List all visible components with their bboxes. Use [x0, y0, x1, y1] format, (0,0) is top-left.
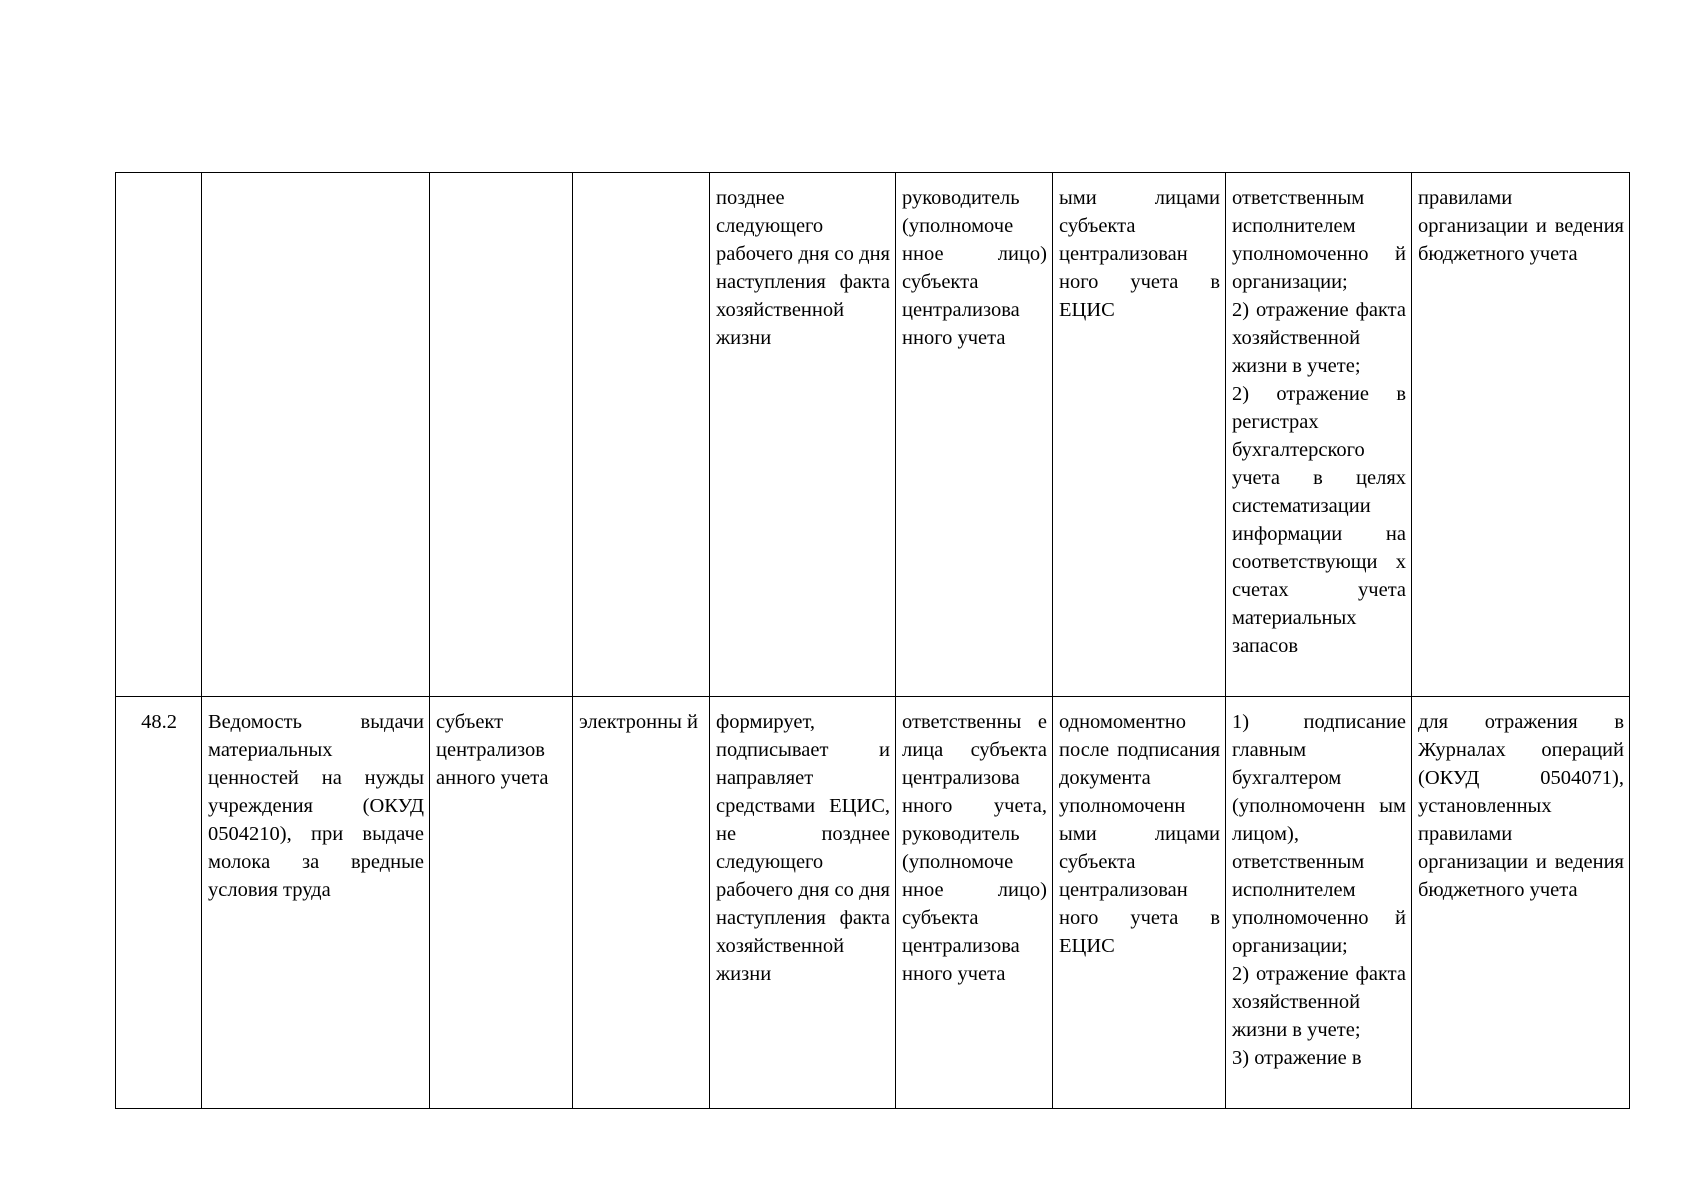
- register-table: [115, 172, 1630, 1109]
- deadline-cell: формирует, подписывает и направляет средствами ЕЦИС, не позднее следующего рабочего дня со дня наступления факта хозяйственной жизни: [710, 697, 896, 1109]
- transfer-cell: ыми лицами субъекта централизован ного учета в ЕЦИС: [1053, 173, 1226, 697]
- row-number-cell: 48.2: [116, 697, 202, 1109]
- document-name-cell: [202, 173, 430, 697]
- rules-cell: правилами организации и ведения бюджетного учета: [1412, 173, 1630, 697]
- row-number-cell: [116, 173, 202, 697]
- table-row: [116, 697, 1630, 1109]
- action-line: 2) отражение в регистрах бухгалтерского учета в целях систематизации информации на соответствующи х счетах учета материальных запасов: [1232, 383, 1406, 657]
- signers-cell: ответственны е лица субъекта централизова нного учета, руководитель (уполномоче нное лицо) субъекта централизова нного учета: [896, 697, 1053, 1109]
- action-line: 2) отражение факта хозяйственной жизни в учете;: [1232, 963, 1406, 1041]
- deadline-cell: позднее следующего рабочего дня со дня наступления факта хозяйственной жизни: [710, 173, 896, 697]
- actions-cell: [1226, 697, 1412, 1109]
- action-line: 1) подписание главным бухгалтером (уполномоченн ым лицом), ответственным исполнителем уполномоченно й организации;: [1232, 711, 1406, 957]
- actions-cell: [1226, 173, 1412, 697]
- signers-cell: руководитель (уполномоче нное лицо) субъекта централизова нного учета: [896, 173, 1053, 697]
- transfer-cell: одномоментно после подписания документа уполномоченн ыми лицами субъекта централизован ного учета в ЕЦИС: [1053, 697, 1226, 1109]
- rules-cell: для отражения в Журналах операций (ОКУД 0504071), установленных правилами организации и ведения бюджетного учета: [1412, 697, 1630, 1109]
- document-name-cell: Ведомость выдачи материальных ценностей на нужды учреждения (ОКУД 0504210), при выдаче молока за вредные условия труда: [202, 697, 430, 1109]
- action-line: 2) отражение факта хозяйственной жизни в учете;: [1232, 299, 1406, 377]
- subject-cell: [430, 173, 573, 697]
- form-cell: электронны й: [573, 697, 710, 1109]
- table-row: [116, 173, 1630, 697]
- action-line: ответственным исполнителем уполномоченно й организации;: [1232, 187, 1406, 293]
- action-line: 3) отражение в: [1232, 1047, 1362, 1069]
- subject-cell: субъект централизов анного учета: [430, 697, 573, 1109]
- form-cell: [573, 173, 710, 697]
